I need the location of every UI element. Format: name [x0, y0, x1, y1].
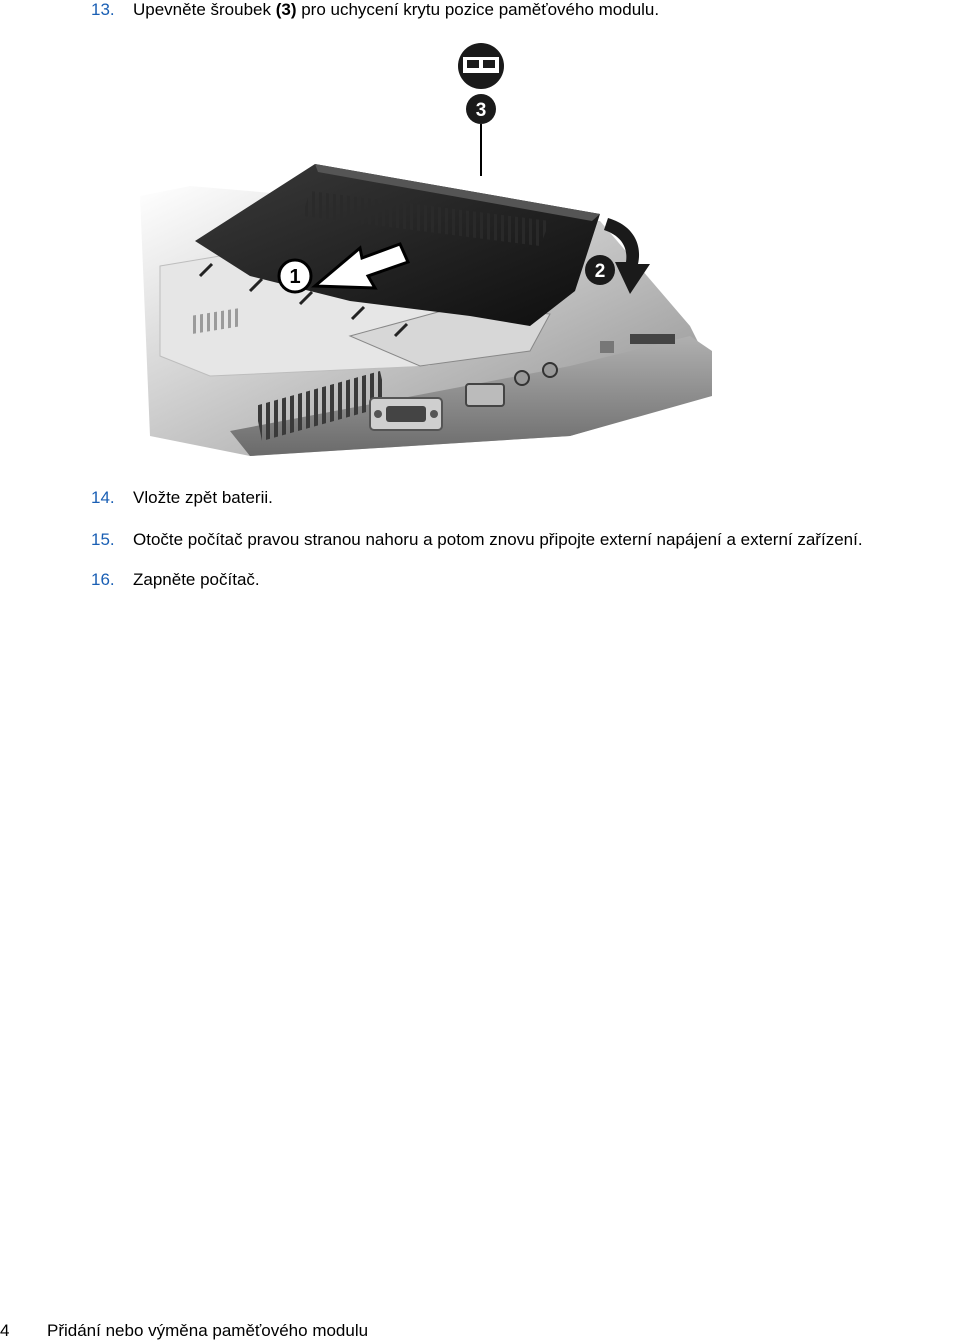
svg-text:1: 1 — [289, 266, 301, 288]
step-13 — [91, 0, 659, 20]
port — [466, 384, 504, 406]
callout-1 — [279, 260, 311, 292]
page-number: 4 — [0, 1321, 10, 1340]
step-number: 14. — [91, 488, 115, 507]
svg-text:2: 2 — [594, 261, 606, 282]
page-footer — [0, 1318, 960, 1342]
step-text-before: Upevněte šroubek — [133, 0, 276, 19]
step-number: 15. — [91, 530, 115, 549]
step-text — [133, 0, 659, 19]
step-16 — [91, 570, 260, 590]
step-text: Zapněte počítač. — [133, 570, 260, 589]
vga-port — [370, 398, 442, 430]
memory-cover-illustration — [130, 36, 730, 462]
step-14 — [91, 488, 273, 508]
step-text: Otočte počítač pravou stranou nahoru a potom znovu připojte externí napájení a externí zařízení. — [133, 530, 863, 549]
card-slot — [630, 334, 675, 344]
callout-3 — [466, 94, 496, 176]
callout-2 — [585, 255, 615, 285]
audio-jack — [543, 363, 557, 377]
chapter-title: Přidání nebo výměna paměťového modulu — [47, 1321, 369, 1340]
step-text-bold: (3) — [275, 0, 297, 19]
memory-module-icon — [458, 43, 504, 89]
step-number: 13. — [91, 0, 115, 19]
audio-jack — [515, 371, 529, 385]
port — [600, 341, 614, 353]
step-text: Vložte zpět baterii. — [133, 488, 273, 507]
svg-text:3: 3 — [475, 100, 487, 121]
step-text-after: pro uchycení krytu pozice paměťového modulu. — [296, 0, 660, 19]
step-15 — [91, 530, 863, 550]
step-number: 16. — [91, 570, 115, 589]
